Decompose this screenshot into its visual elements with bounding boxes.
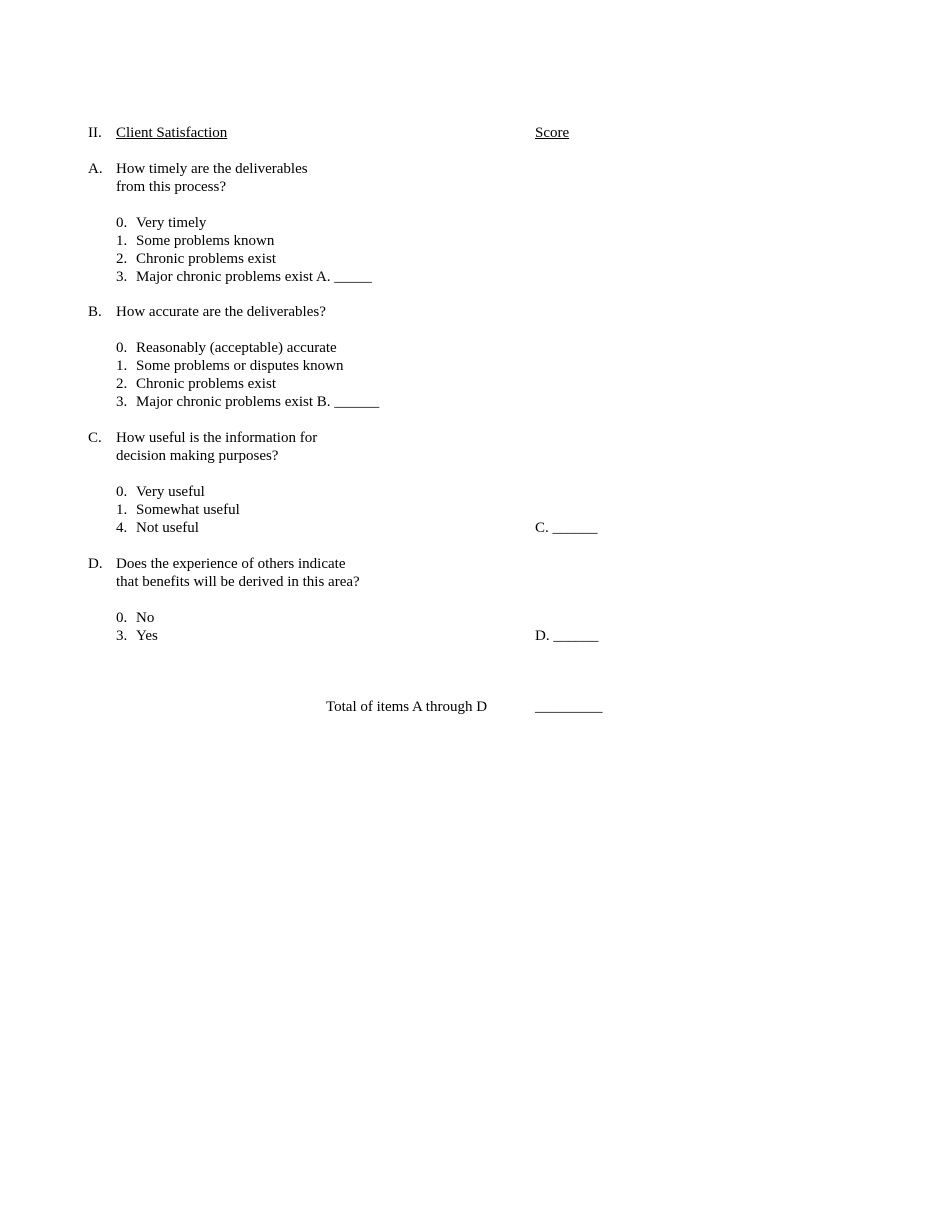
question-a-letter: A. — [88, 161, 103, 177]
question-d-option-number: 3. — [116, 628, 128, 644]
total-score-blank[interactable]: _________ — [535, 699, 603, 715]
question-b-option-text: Reasonably (acceptable) accurate — [136, 340, 337, 356]
question-b-option-text: Chronic problems exist — [136, 376, 276, 392]
question-b-option-text-with-score-blank[interactable]: Major chronic problems exist B. ______ — [136, 394, 380, 410]
question-d-option-text: Yes — [136, 628, 158, 644]
question-b-option-number: 3. — [116, 394, 128, 410]
question-c-letter: C. — [88, 430, 102, 446]
question-d-prompt-line-1: Does the experience of others indicate — [116, 556, 346, 572]
question-a-option-text: Very timely — [136, 215, 207, 231]
question-d-score-blank[interactable]: D. ______ — [535, 628, 599, 644]
question-d-prompt-line-2: that benefits will be derived in this area? — [116, 574, 360, 590]
question-b-option-number: 0. — [116, 340, 128, 356]
question-c-option-number: 4. — [116, 520, 128, 536]
question-c-option-text: Very useful — [136, 484, 205, 500]
question-d-option-number: 0. — [116, 610, 128, 626]
total-label: Total of items A through D — [326, 699, 488, 715]
question-b-letter: B. — [88, 304, 102, 320]
section-title: Client Satisfaction — [116, 125, 228, 141]
question-a-prompt-line-1: How timely are the deliverables — [116, 161, 308, 177]
question-b-option-text: Some problems or disputes known — [136, 358, 344, 374]
question-b-prompt-line-1: How accurate are the deliverables? — [116, 304, 326, 320]
question-c-option-number: 0. — [116, 484, 128, 500]
question-a-option-text: Chronic problems exist — [136, 251, 276, 267]
question-a-option-number: 0. — [116, 215, 128, 231]
question-c-prompt-line-1: How useful is the information for — [116, 430, 318, 446]
question-b-option-number: 1. — [116, 358, 128, 374]
question-c-option-text: Not useful — [136, 520, 199, 536]
question-a-option-number: 1. — [116, 233, 128, 249]
question-c-prompt-line-2: decision making purposes? — [116, 448, 279, 464]
question-a-option-text: Some problems known — [136, 233, 275, 249]
question-a-option-text-with-score-blank[interactable]: Major chronic problems exist A. _____ — [136, 269, 372, 285]
question-d-letter: D. — [88, 556, 103, 572]
question-c-option-number: 1. — [116, 502, 128, 518]
question-c-option-text: Somewhat useful — [136, 502, 240, 518]
question-a-option-number: 2. — [116, 251, 128, 267]
score-header: Score — [535, 125, 570, 141]
question-b-option-number: 2. — [116, 376, 128, 392]
question-a-prompt-line-2: from this process? — [116, 179, 226, 195]
question-a-option-number: 3. — [116, 269, 128, 285]
question-c-score-blank[interactable]: C. ______ — [535, 520, 598, 536]
question-d-option-text: No — [136, 610, 155, 626]
section-number: II. — [88, 125, 102, 141]
